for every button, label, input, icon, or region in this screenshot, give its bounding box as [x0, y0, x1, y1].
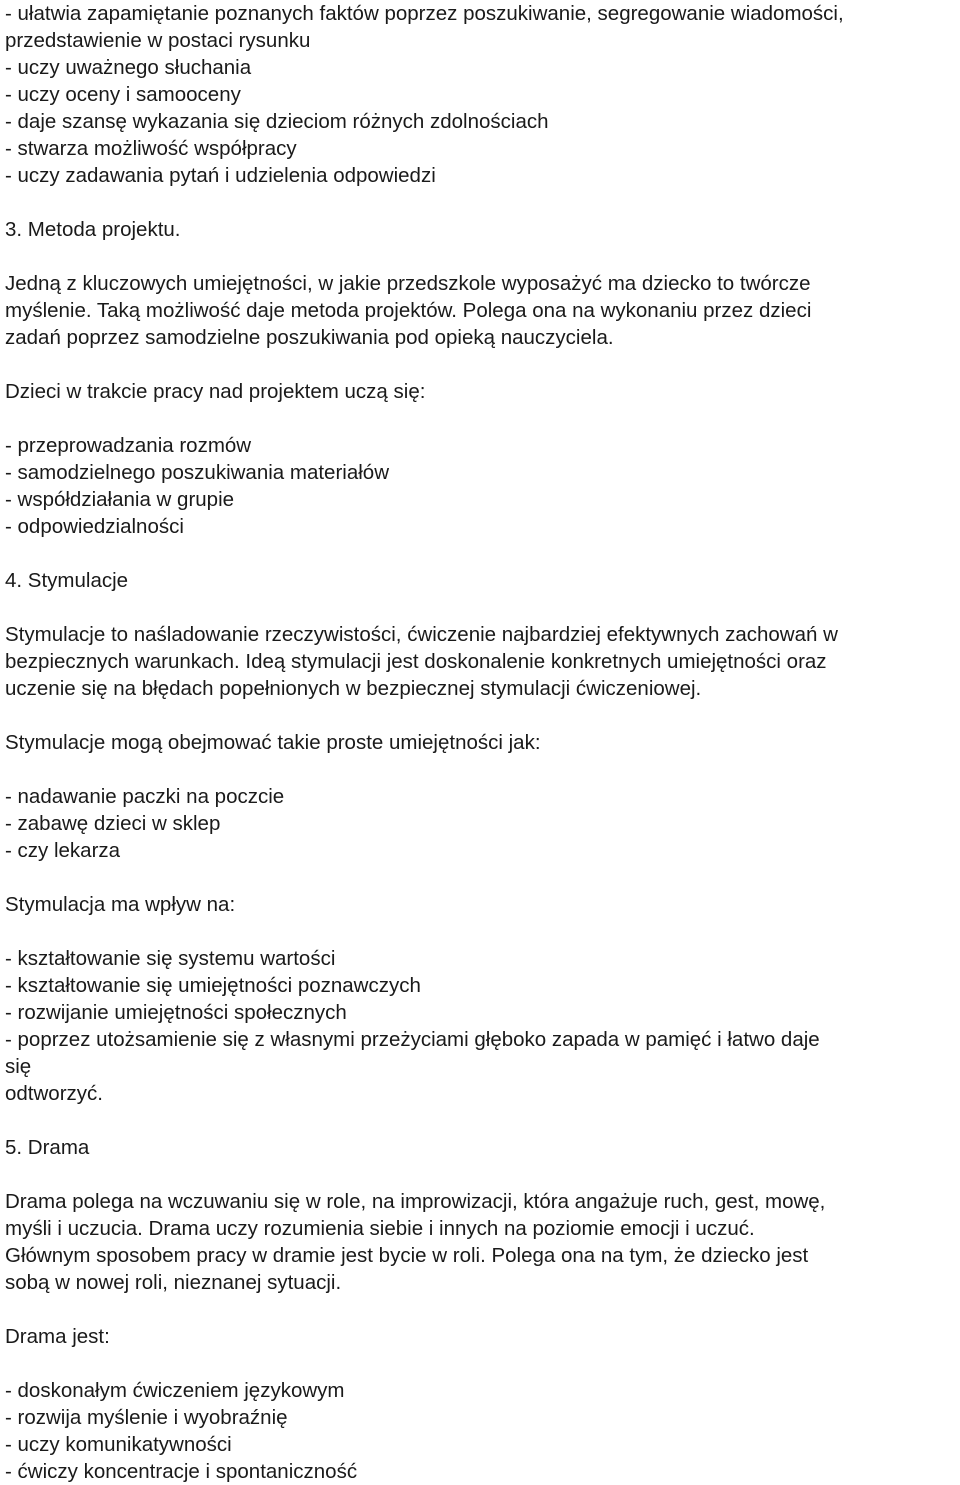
list-item: - uczy oceny i samooceny — [5, 83, 241, 106]
paragraph-line: Stymulacja ma wpływ na: — [5, 893, 236, 916]
list-item: - nadawanie paczki na poczcie — [5, 785, 285, 808]
section-heading: 3. Metoda projektu. — [5, 218, 181, 241]
text-line: przedstawienie w postaci rysunku — [5, 29, 311, 52]
list-item: się — [5, 1055, 32, 1078]
list-item: - samodzielnego poszukiwania materiałów — [5, 461, 389, 484]
list-item: - kształtowanie się umiejętności poznawczych — [5, 974, 421, 997]
list-item: - ćwiczy koncentracje i spontaniczność — [5, 1460, 358, 1483]
paragraph-line: Jedną z kluczowych umiejętności, w jakie przedszkole wyposażyć ma dziecko to twórcze — [5, 272, 811, 295]
paragraph-line: uczenie się na błędach popełnionych w bezpiecznej stymulacji ćwiczeniowej. — [5, 677, 702, 700]
text-line: - ułatwia zapamiętanie poznanych faktów poprzez poszukiwanie, segregowanie wiadomości, — [5, 2, 844, 25]
list-item: - uczy zadawania pytań i udzielenia odpowiedzi — [5, 164, 436, 187]
paragraph-line: bezpiecznych warunkach. Ideą stymulacji jest doskonalenie konkretnych umiejętności oraz — [5, 650, 827, 673]
paragraph-line: Stymulacje mogą obejmować takie proste umiejętności jak: — [5, 731, 541, 754]
section-heading: 4. Stymulacje — [5, 569, 129, 592]
list-item: - przeprowadzania rozmów — [5, 434, 252, 457]
paragraph-line: myślenie. Taką możliwość daje metoda projektów. Polega ona na wykonaniu przez dzieci — [5, 299, 812, 322]
paragraph-line: myśli i uczucia. Drama uczy rozumienia siebie i innych na poziomie emocji i uczuć. — [5, 1217, 755, 1240]
list-item: - uczy uważnego słuchania — [5, 56, 252, 79]
list-item: - kształtowanie się systemu wartości — [5, 947, 336, 970]
list-item: - zabawę dzieci w sklep — [5, 812, 221, 835]
list-item: - poprzez utożsamienie się z własnymi przeżyciami głęboko zapada w pamięć i łatwo daje — [5, 1028, 820, 1051]
paragraph-line: Stymulacje to naśladowanie rzeczywistości, ćwiczenie najbardziej efektywnych zachowań w — [5, 623, 838, 646]
list-item: - czy lekarza — [5, 839, 121, 862]
list-item: odtworzyć. — [5, 1082, 103, 1105]
list-item: - rozwijanie umiejętności społecznych — [5, 1001, 347, 1024]
paragraph-line: Drama jest: — [5, 1325, 110, 1348]
paragraph-line: Głównym sposobem pracy w dramie jest bycie w roli. Polega ona na tym, że dziecko jest — [5, 1244, 809, 1267]
list-item: - współdziałania w grupie — [5, 488, 235, 511]
paragraph-line: sobą w nowej roli, nieznanej sytuacji. — [5, 1271, 342, 1294]
list-item: - stwarza możliwość współpracy — [5, 137, 297, 160]
section-heading: 5. Drama — [5, 1136, 90, 1159]
list-item: - doskonałym ćwiczeniem językowym — [5, 1379, 345, 1402]
paragraph-line: Dzieci w trakcie pracy nad projektem uczą się: — [5, 380, 426, 403]
paragraph-line: Drama polega na wczuwaniu się w role, na improwizacji, która angażuje ruch, gest, mowę, — [5, 1190, 826, 1213]
list-item: - rozwija myślenie i wyobraźnię — [5, 1406, 288, 1429]
paragraph-line: zadań poprzez samodzielne poszukiwania pod opieką nauczyciela. — [5, 326, 614, 349]
list-item: - odpowiedzialności — [5, 515, 184, 538]
list-item: - uczy komunikatywności — [5, 1433, 232, 1456]
list-item: - daje szansę wykazania się dzieciom różnych zdolnościach — [5, 110, 549, 133]
